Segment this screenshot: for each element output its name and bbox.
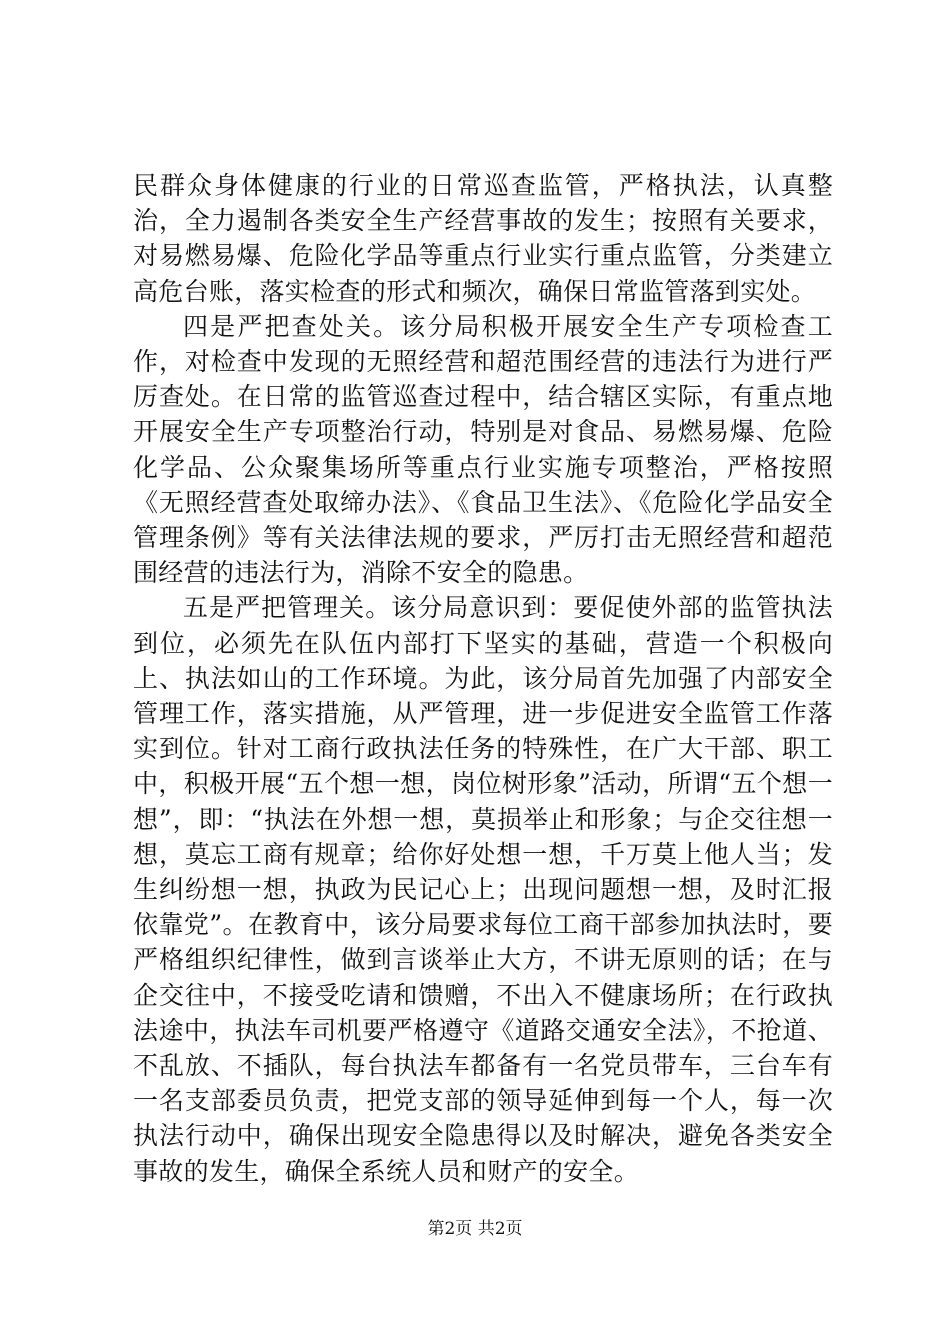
document-body [133, 168, 833, 1189]
paragraph-inspection: 四是严把查处关。该分局积极开展安全生产专项检查工作，对检查中发现的无照经营和超范围经营的违法行为进行严厉查处。在日常的监管巡查过程中，结合辖区实际，有重点地开展安全生产专项整治行动，特别是对食品、易燃易爆、危险化学品、公众聚集场所等重点行业实施专项整治，严格按照《无照经营查处取缔办法》、《食品卫生法》、《危险化学品安全管理条例》等有关法律法规的要求，严厉打击无照经营和超范围经营的违法行为，消除不安全的隐患。 [133, 311, 833, 588]
paragraph-management: 五是严把管理关。该分局意识到：要促使外部的监管执法到位，必须先在队伍内部打下坚实的基础，营造一个积极向上、执法如山的工作环境。为此，该分局首先加强了内部安全管理工作，落实措施，从严管理，进一步促进安全监管工作落实到位。针对工商行政执法任务的特殊性，在广大干部、职工中，积极开展“五个想一想，岗位树形象”活动，所谓“五个想一想”，即：“执法在外想一想，莫损举止和形象；与企交往想一想，莫忘工商有规章；给你好处想一想，千万莫上他人当；发生纠纷想一想，执政为民记心上；出现问题想一想，及时汇报依靠党”。在教育中，该分局要求每位工商干部参加执法时，要严格组织纪律性，做到言谈举止大方，不讲无原则的话；在与企交往中，不接受吃请和馈赠，不出入不健康场所；在行政执法途中，执法车司机要严格遵守《道路交通安全法》，不抢道、不乱放、不插队，每台执法车都备有一名党员带车，三台车有一名支部委员负责，把党支部的领导延伸到每一个人，每一次执法行动中，确保出现安全隐患得以及时解决，避免各类安全事故的发生，确保全系统人员和财产的安全。 [133, 593, 833, 1186]
page-number-footer: 第2页 共2页 [427, 1219, 523, 1239]
paragraph-continuation: 民群众身体健康的行业的日常巡查监管，严格执法，认真整治，全力遏制各类安全生产经营事故的发生；按照有关要求，对易燃易爆、危险化学品等重点行业实行重点监管，分类建立高危台账，落实检查的形式和频次，确保日常监管落到实处。 [133, 171, 833, 306]
